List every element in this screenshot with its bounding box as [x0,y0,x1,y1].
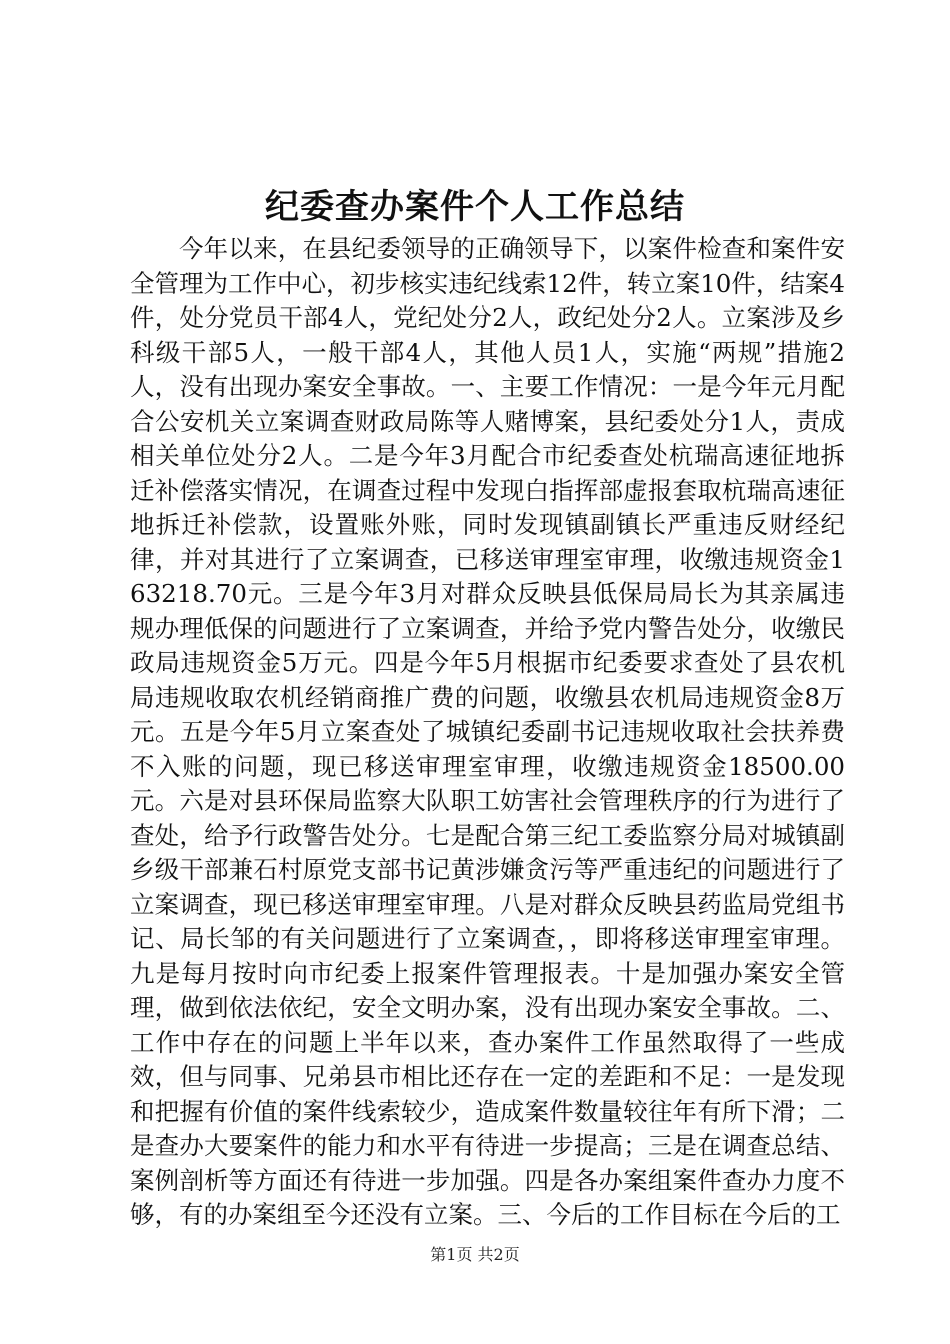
document-title: 纪委查办案件个人工作总结 [265,187,685,227]
document-body: 今年以来，在县纪委领导的正确领导下，以案件检查和案件安全管理为工作中心，初步核实违纪线索12件，转立案10件，结案4件，处分党员干部4人，党纪处分2人，政纪处分2人。立案涉及乡科级干部5人，一般干部4人，其他人员1人，实施“两规”措施2人，没有出现办案安全事故。一、主要工作情况：一是今年元月配合公安机关立案调查财政局陈等人赌博案，县纪委处分1人，责成相关单位处分2人。二是今年3月配合市纪委查处杭瑞高速征地拆迁补偿落实情况，在调查过程中发现白指挥部虚报套取杭瑞高速征地拆迁补偿款，设置账外账，同时发现镇副镇长严重违反财经纪律，并对其进行了立案调查，已移送审理室审理，收缴违规资金163218.70元。三是今年3月对群众反映县低保局局长为其亲属违规办理低保的问题进行了立案调查，并给予党内警告处分，收缴民政局违规资金5万元。四是今年5月根据市纪委要求查处了县农机局违规收取农机经销商推广费的问题，收缴县农机局违规资金8万元。五是今年5月立案查处了城镇纪委副书记违规收取社会扶养费不入账的问题，现已移送审理室审理，收缴违规资金18500.00元。六是对县环保局监察大队职工妨害社会管理秩序的行为进行了查处，给予行政警告处分。七是配合第三纪工委监察分局对城镇副乡级干部兼石村原党支部书记黄涉嫌贪污等严重违纪的问题进行了立案调查，现已移送审理室审理。八是对群众反映县药监局党组书记、局长邹的有关问题进行了立案调查，，即将移送审理室审理。九是每月按时向市纪委上报案件管理报表。十是加强办案安全管理，做到依法依纪，安全文明办案，没有出现办案安全事故。二、工作中存在的问题上半年以来，查办案件工作虽然取得了一些成效，但与同事、兄弟县市相比还存在一定的差距和不足：一是发现和把握有价值的案件线索较少，造成案件数量较往年有所下滑；二是查办大要案件的能力和水平有待进一步提高；三是在调查总结、案例剖析等方面还有待进一步加强。四是各办案组案件查办力度不够，有的办案组至今还没有立案。三、今后的工作目标在今后的工 [130,234,845,1229]
page-number: 第1页 共2页 [430,1245,520,1264]
